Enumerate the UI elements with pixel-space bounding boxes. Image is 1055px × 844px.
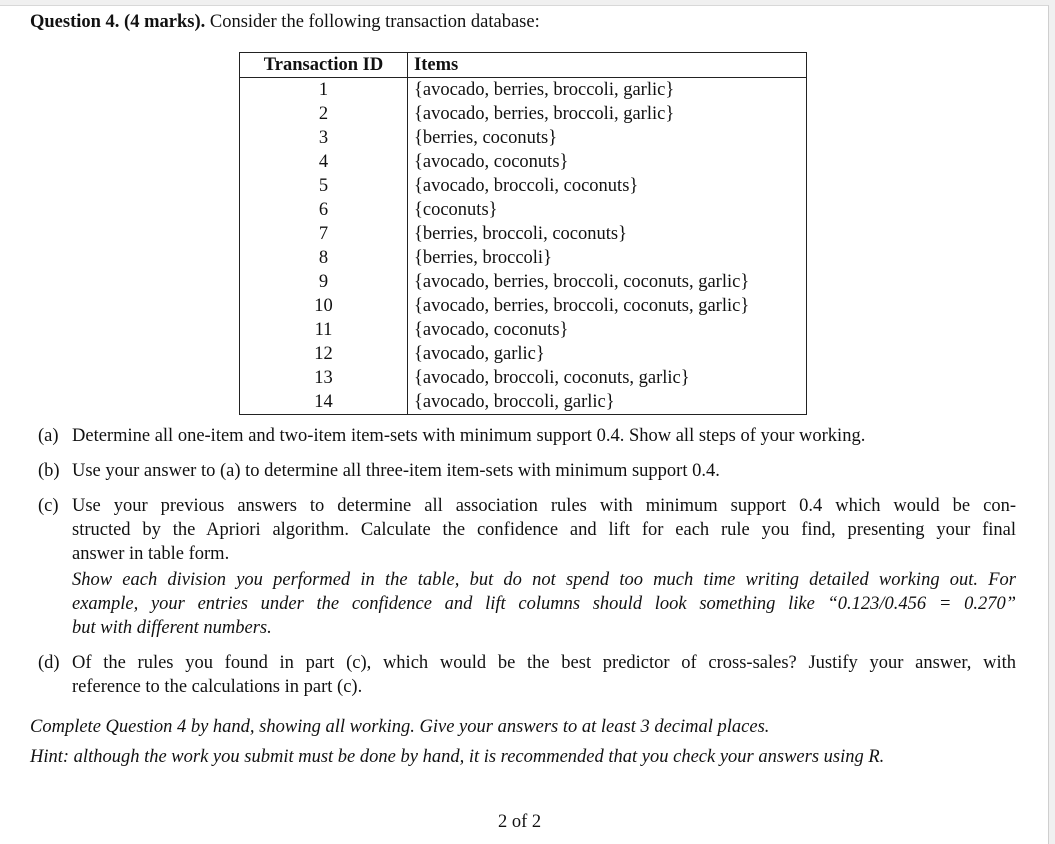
part-c-line-3: answer in table form. [72, 544, 230, 564]
instruction-hint: Hint: although the work you submit must be done by hand, it is recommended that you check your answers using R. [30, 747, 885, 767]
transaction-items: {avocado, berries, broccoli, garlic} [414, 80, 675, 100]
table-row [240, 150, 807, 174]
transaction-id: 6 [240, 198, 408, 222]
transaction-items: {avocado, coconuts} [414, 320, 569, 340]
column-header-items: Items [408, 53, 807, 78]
part-a-text: Determine all one-item and two-item item-sets with minimum support 0.4. Show all steps of your working. [72, 426, 866, 446]
transaction-items: {avocado, berries, broccoli, garlic} [414, 104, 675, 124]
part-d-line-1: Of the rules you found in part (c), which would be the best predictor of cross-sales? Justify your answer, with [72, 653, 1016, 673]
column-header-id: Transaction ID [240, 53, 408, 78]
transaction-items: {avocado, berries, broccoli, coconuts, garlic} [414, 272, 750, 292]
transaction-id: 1 [240, 78, 408, 103]
question-intro: Consider the following transaction database: [205, 12, 540, 32]
table-row [240, 246, 807, 270]
part-a-label: (a) [38, 426, 59, 446]
transaction-id: 2 [240, 102, 408, 126]
transaction-id: 10 [240, 294, 408, 318]
transaction-id: 14 [240, 390, 408, 415]
transaction-table [239, 52, 807, 415]
question-number: Question 4. (4 marks). [30, 12, 206, 32]
transaction-id: 11 [240, 318, 408, 342]
transaction-items: {avocado, broccoli, coconuts} [414, 176, 639, 196]
table-row [240, 198, 807, 222]
transaction-items: {avocado, coconuts} [414, 152, 569, 172]
transaction-id: 8 [240, 246, 408, 270]
part-c-line-2: structed by the Apriori algorithm. Calculate the confidence and lift for each rule you find, presenting your final [72, 520, 1016, 540]
transaction-id: 9 [240, 270, 408, 294]
part-c-note-2: example, your entries under the confidence and lift columns should look something like “0.123/0.456 = 0.270” [72, 594, 1016, 614]
table-row [240, 174, 807, 198]
instruction-complete: Complete Question 4 by hand, showing all working. Give your answers to at least 3 decimal places. [30, 717, 770, 737]
part-b-text: Use your answer to (a) to determine all three-item item-sets with minimum support 0.4. [72, 461, 720, 481]
table-row [240, 102, 807, 126]
transaction-items: {berries, coconuts} [414, 128, 558, 148]
page-number: 2 of 2 [498, 812, 542, 832]
transaction-id: 13 [240, 366, 408, 390]
table-row [240, 294, 807, 318]
part-c-label: (c) [38, 496, 59, 516]
question-heading [30, 12, 540, 33]
transaction-items: {coconuts} [414, 200, 498, 220]
table-row [240, 366, 807, 390]
part-c-line-1: Use your previous answers to determine all association rules with minimum support 0.4 which would be con- [72, 496, 1016, 516]
transaction-id: 5 [240, 174, 408, 198]
table-header [240, 53, 807, 78]
transaction-id: 4 [240, 150, 408, 174]
transaction-id: 12 [240, 342, 408, 366]
part-d-line-2: reference to the calculations in part (c). [72, 677, 363, 697]
transaction-items: {avocado, broccoli, garlic} [414, 392, 615, 412]
transaction-items: {avocado, berries, broccoli, coconuts, garlic} [414, 296, 750, 316]
document-page [0, 5, 1049, 844]
table-row [240, 270, 807, 294]
part-d-label: (d) [38, 653, 60, 673]
table-row [240, 126, 807, 150]
table-row [240, 78, 807, 103]
part-c-note-3: but with different numbers. [72, 618, 272, 638]
transaction-id: 3 [240, 126, 408, 150]
transaction-items: {berries, broccoli, coconuts} [414, 224, 627, 244]
table-row [240, 222, 807, 246]
transaction-id: 7 [240, 222, 408, 246]
part-c-note-1: Show each division you performed in the table, but do not spend too much time writing detailed working out. For [72, 570, 1016, 590]
table-row [240, 342, 807, 366]
table-row [240, 390, 807, 415]
table-row [240, 318, 807, 342]
transaction-items: {berries, broccoli} [414, 248, 552, 268]
part-b-label: (b) [38, 461, 60, 481]
transaction-items: {avocado, garlic} [414, 344, 545, 364]
transaction-items: {avocado, broccoli, coconuts, garlic} [414, 368, 690, 388]
